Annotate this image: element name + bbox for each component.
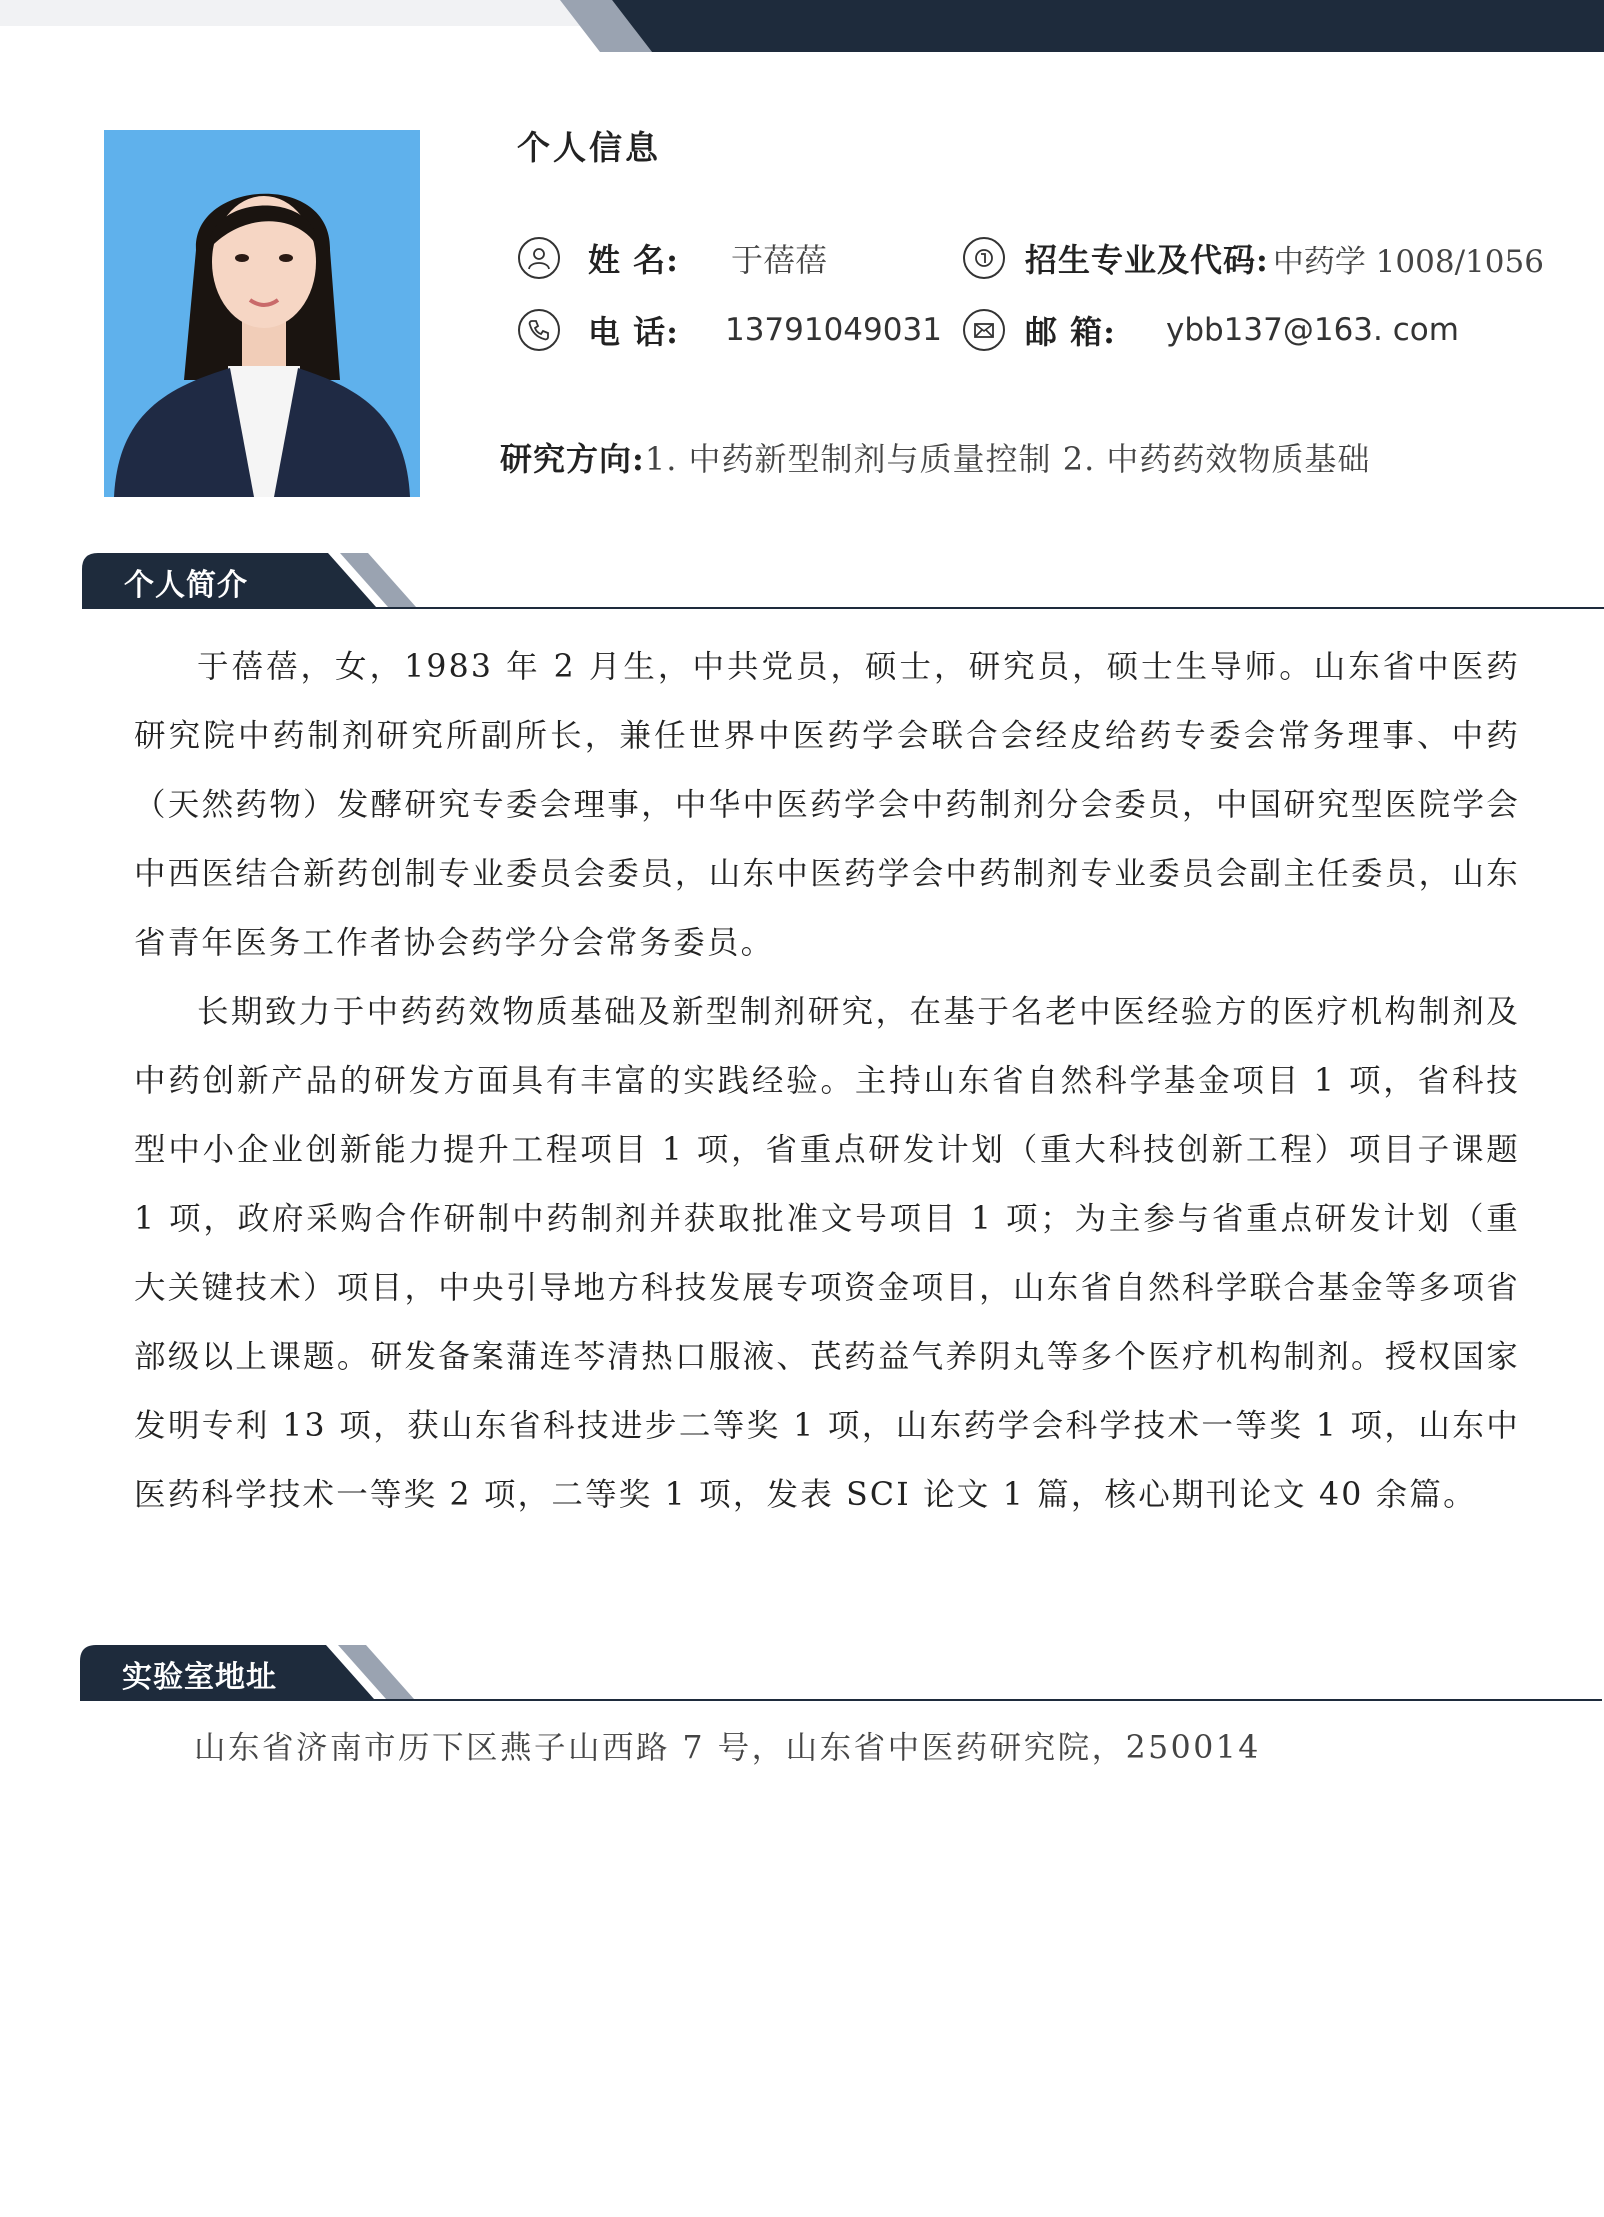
top-banner	[0, 0, 1604, 52]
lab-section-title: 实验室地址	[122, 1660, 277, 1695]
email-value[interactable]: ybb137@163. com	[1165, 312, 1459, 348]
research-value: 1. 中药新型制剂与质量控制 2. 中药药效物质基础	[644, 440, 1371, 478]
profile-paragraph: 长期致力于中药药效物质基础及新型制剂研究，在基于名老中医经验方的医疗机构制剂及中药创新产品的研发方面具有丰富的实践经验。主持山东省自然科学基金项目 1 项，省科技型中小企业创新能力提升工程项目 1 项，省重点研发计划（重大科技创新工程）项目子课题 1 项，政府采购合作研制中药制剂并获取批准文号项目 1 项；为主参与省重点研发计划（重大关键技术）项目，中央引导地方科技发展专项资金项目，山东省自然科学联合基金等多项省部级以上课题。研发备案蒲连芩清热口服液、芪药益气养阴丸等多个医疗机构制剂。授权国家发明专利 13 项，获山东省科技进步二等奖 1 项，山东药学会科学技术一等奖 1 项，山东中医药科学技术一等奖 2 项，二等奖 1 项，发表 SCI 论文 1 篇，核心期刊论文 40 余篇。	[134, 994, 1520, 1513]
person-icon	[518, 237, 560, 279]
phone-value[interactable]: 13791049031	[724, 312, 942, 348]
research-label: 研究方向:	[500, 440, 645, 478]
phone-label: 电 话:	[588, 313, 679, 351]
profile-photo	[104, 130, 420, 497]
personal-info-title: 个人信息	[517, 128, 661, 167]
phone-icon	[518, 309, 560, 351]
major-label: 招生专业及代码:	[1025, 241, 1269, 279]
profile-text	[134, 633, 1520, 1530]
profile-paragraph: 于蓓蓓，女，1983 年 2 月生，中共党员，硕士，研究员，硕士生导师。山东省中医药研究院中药制剂研究所副所长，兼任世界中医药学会联合会经皮给药专委会常务理事、中药（天然药物）发酵研究专委会理事，中华中医药学会中药制剂分会委员，中国研究型医院学会中西医结合新药创制专业委员会委员，山东中医药学会中药制剂专业委员会副主任委员，山东省青年医务工作者协会药学分会常务委员。	[134, 649, 1520, 961]
email-label: 邮 箱:	[1025, 313, 1116, 351]
badge-icon	[963, 237, 1005, 279]
research-direction	[500, 434, 1370, 480]
mail-icon	[963, 309, 1005, 351]
lab-address: 山东省济南市历下区燕子山西路 7 号，山东省中医药研究院，250014	[194, 1730, 1261, 1766]
major-row	[963, 233, 1544, 283]
major-value: 中药学 1008/1056	[1272, 243, 1544, 280]
lab-section-header	[80, 1645, 1602, 1701]
name-row	[518, 233, 827, 283]
phone-row	[518, 305, 942, 355]
email-row	[963, 305, 1459, 355]
profile-section-header	[82, 553, 1604, 609]
name-label: 姓 名:	[588, 241, 679, 279]
profile-section-title: 个人简介	[124, 568, 248, 603]
name-value: 于蓓蓓	[730, 241, 827, 279]
